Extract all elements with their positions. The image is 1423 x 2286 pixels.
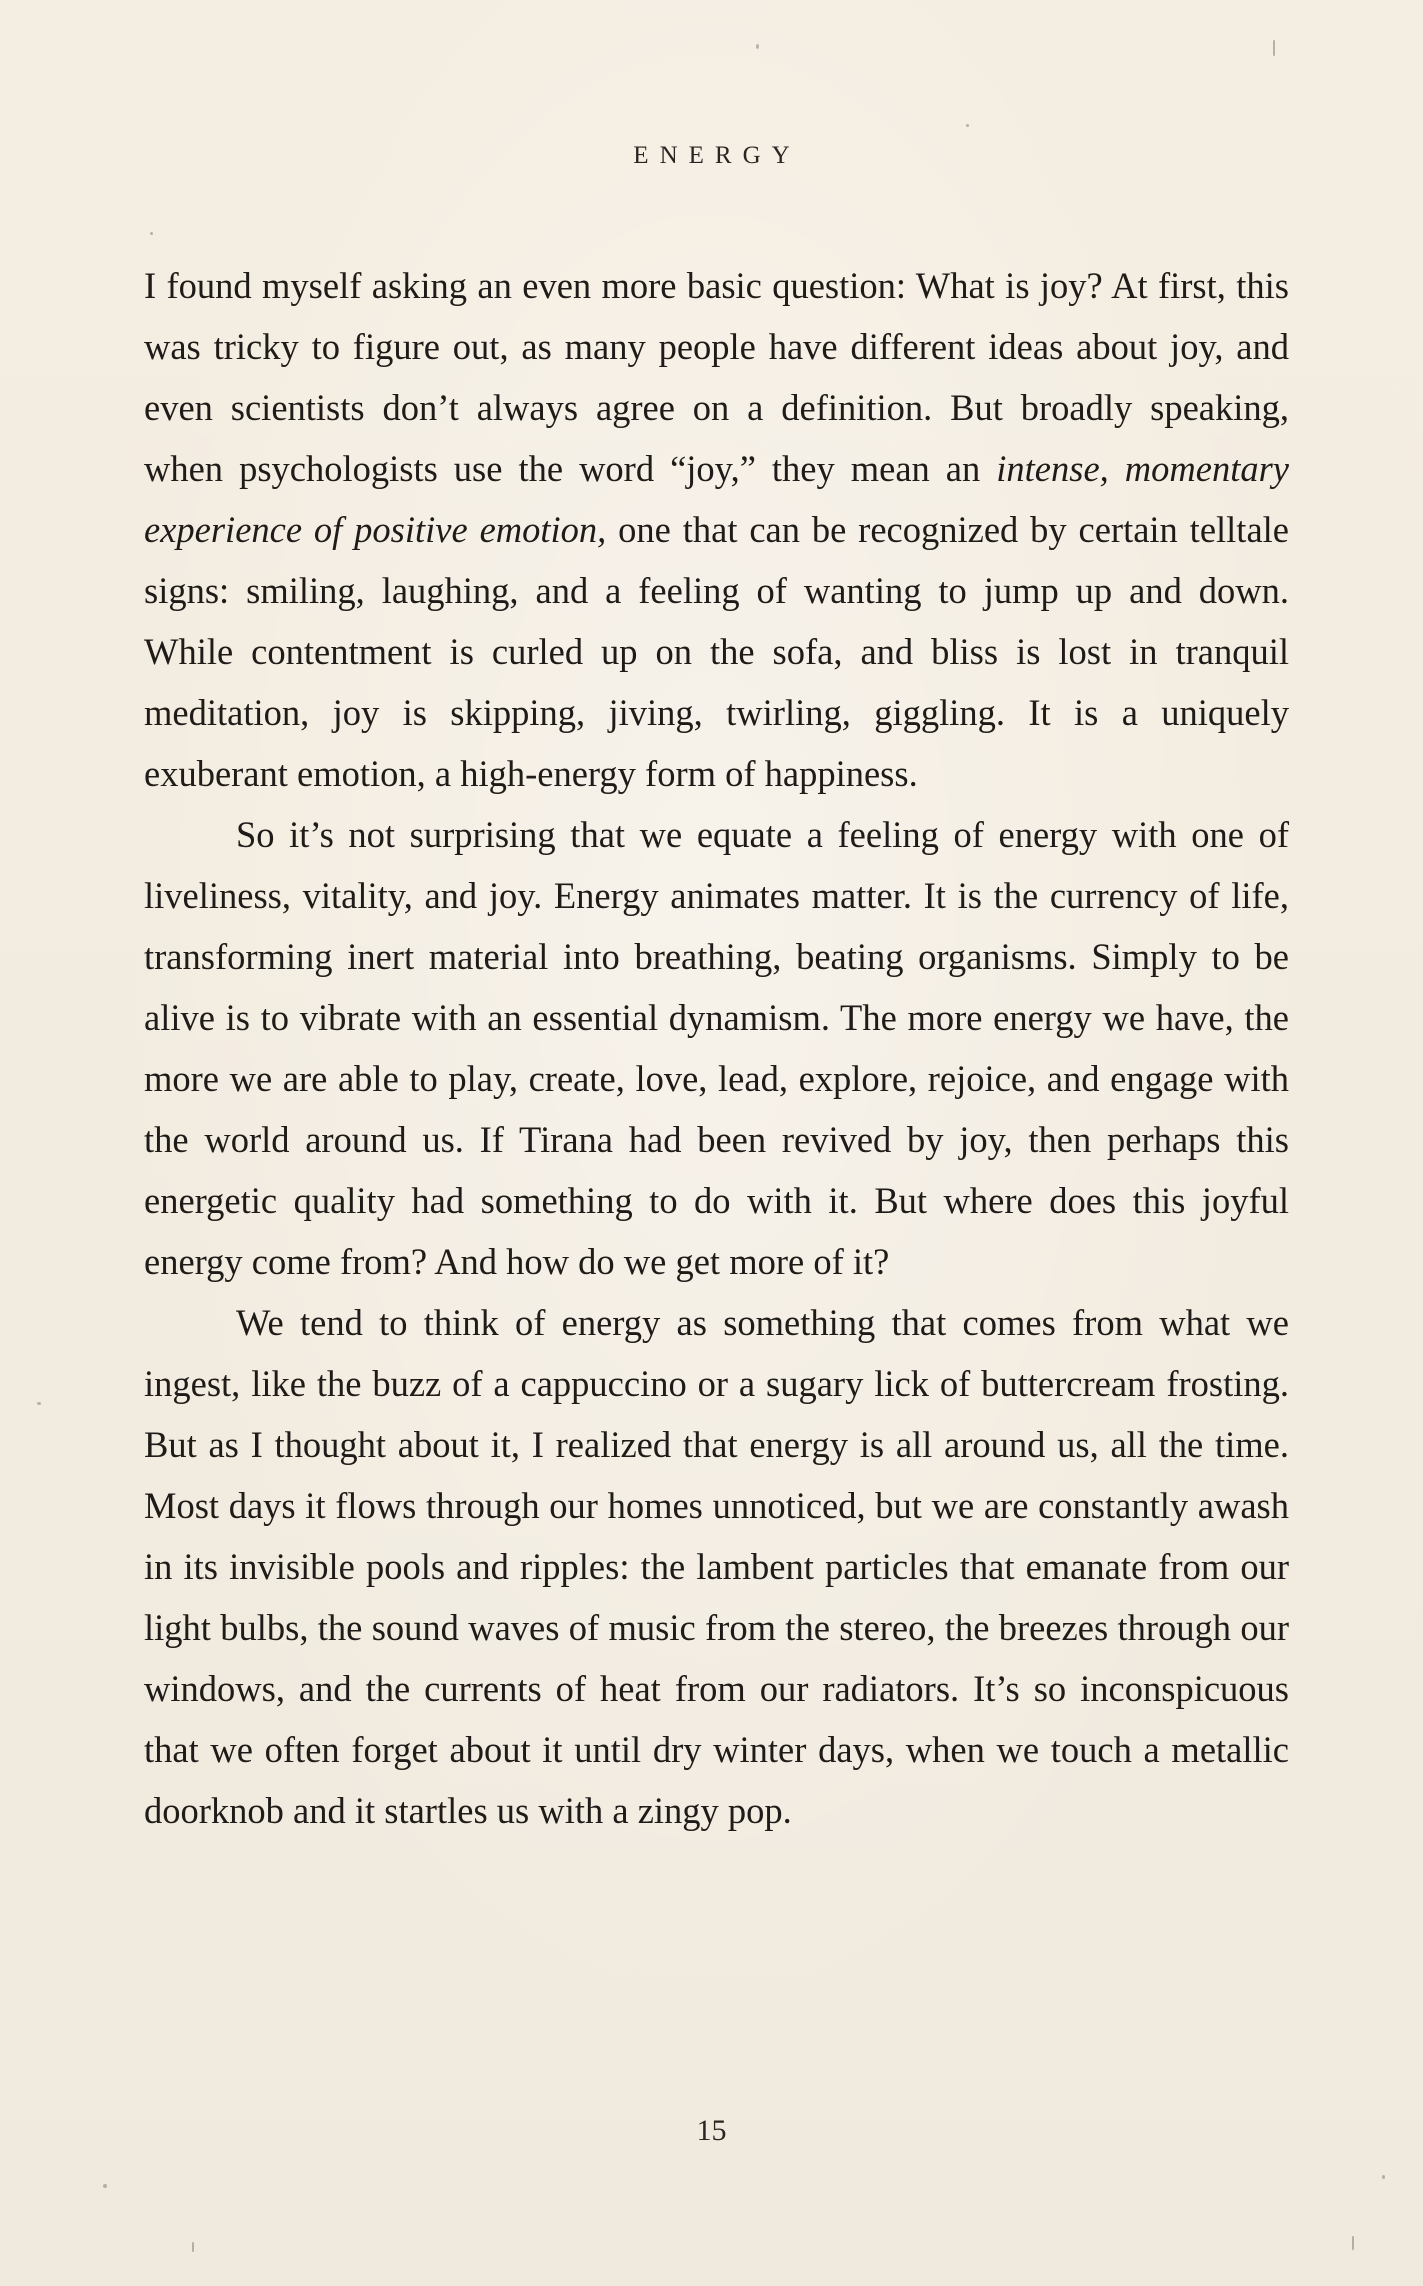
paper-speck xyxy=(966,124,969,127)
page-number: 15 xyxy=(696,2114,727,2147)
paper-speck xyxy=(150,232,153,235)
paper-speck xyxy=(1382,2175,1385,2179)
paper-speck xyxy=(103,2184,107,2188)
paragraph-1-italic-phrase: intense, momentary experience of positive emotion, xyxy=(144,448,1289,550)
paper-speck xyxy=(37,1402,41,1405)
running-head: ENERGY xyxy=(633,142,801,169)
paper-speck xyxy=(192,2242,194,2252)
paragraph-3: We tend to think of energy as something that comes from what we ingest, like the buzz of a cappuccino or a sugary lick of buttercream frosting. But as I thought about it, I realized that energy is all around us, all the time. Most days it flows through our homes unnoticed, but we are constantly awash in its invisible pools and ripples: the lambent particles that emanate from our light bulbs, the sound waves of music from the stereo, the breezes through our windows, and the currents of heat from our radiators. It’s so inconspicuous that we often forget about it until dry winter days, when we touch a metallic doorknob and it startles us with a zingy pop. xyxy=(144,1302,1289,1831)
paper-speck xyxy=(1352,2236,1354,2250)
paragraph-2: So it’s not surprising that we equate a feeling of energy with one of liveliness, vitality, and joy. Energy animates matter. It is the currency of life, transforming inert material into breathing, beating organisms. Simply to be alive is to vibrate with an essential dynamism. The more energy we have, the more we are able to play, create, love, lead, explore, rejoice, and engage with the world around us. If Tirana had been revived by joy, then perhaps this energetic quality had something to do with it. But where does this joyful energy come from? And how do we get more of it? xyxy=(144,814,1289,1282)
paper-speck xyxy=(1273,40,1275,56)
paragraph-1 xyxy=(144,255,1289,804)
paper-speck xyxy=(756,44,759,49)
paragraph-1-text-end: one that can be recognized by certain telltale signs: smiling, laughing, and a feeling of wanting to jump up and down. While contentment is curled up on the sofa, and bliss is lost in tranquil meditation, joy is skipping, jiving, twirling, giggling. It is a uniquely exuberant emotion, a high-energy form of happiness. xyxy=(144,509,1289,794)
body-text xyxy=(144,255,1289,1841)
paragraph-1-text-start: I found myself asking an even more basic question: What is joy? At first, this was tricky to figure out, as many people have different ideas about joy, and even scientists don’t always agree on a definition. But broadly speaking, when psychologists use the word “joy,” they mean an xyxy=(144,265,1289,489)
